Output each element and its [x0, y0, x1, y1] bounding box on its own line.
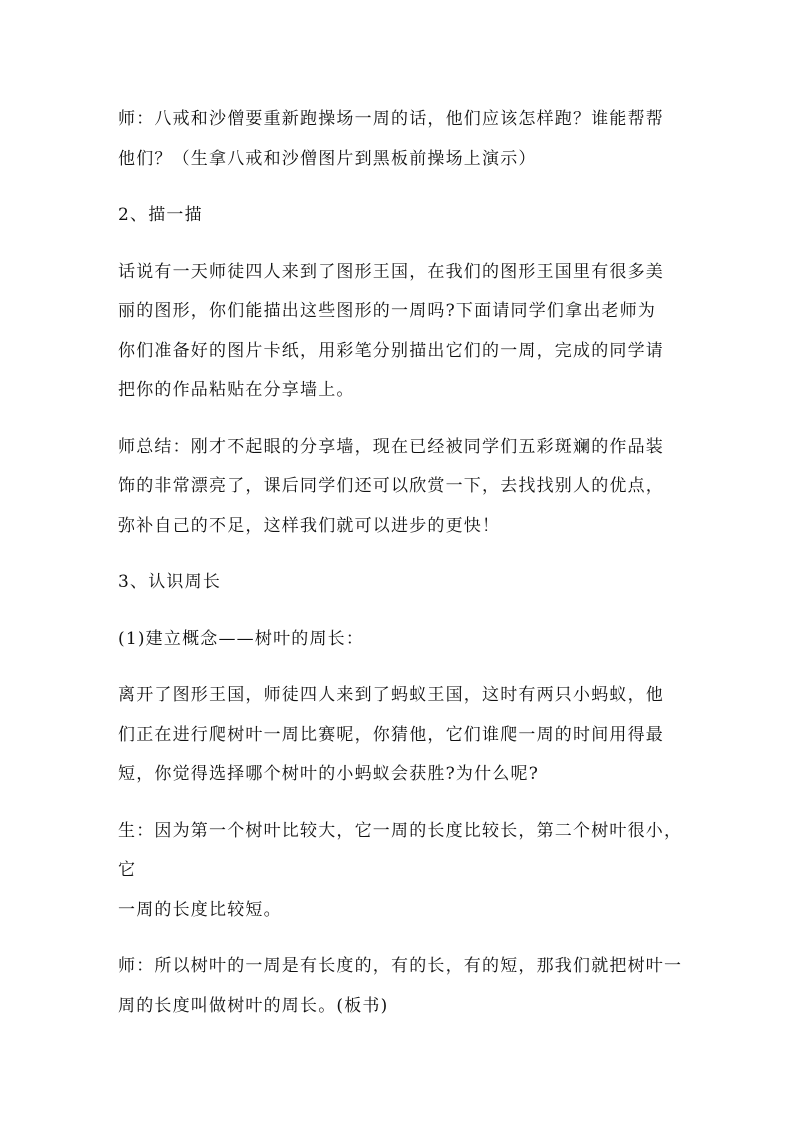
paragraph-student-answer [118, 812, 684, 931]
text-line: 话说有一天师徒四人来到了图形王国，在我们的图形王国里有很多美 [118, 261, 664, 282]
text-line: 离开了图形王国，师徒四人来到了蚂蚁王国，这时有两只小蚂蚁，他 [118, 685, 664, 705]
text-line: 生：因为第一个树叶比较大，它一周的长度比较长，第二个树叶很小，它 [118, 820, 683, 880]
text-line: 丽的图形，你们能描出这些图形的一周吗?下面请同学们拿出老师为 [118, 301, 657, 321]
text-line: 你们准备好的图片卡纸，用彩笔分别描出它们的一周，完成的同学请 [118, 340, 664, 361]
text-line: 们正在进行爬树叶一周比赛呢，你猜他，它们谁爬一周的时间用得最 [118, 724, 664, 745]
subsection-heading: (1)建立概念——树叶的周长： [118, 628, 365, 649]
text-line: 周的长度叫做树叶的周长。(板书) [118, 995, 389, 1016]
text-line: 师：所以树叶的一周是有长度的，有的长，有的短，那我们就把树叶一 [118, 956, 683, 976]
paragraph-teacher-perimeter [118, 947, 684, 1026]
paragraph-ant-kingdom [118, 676, 684, 795]
heading-perimeter [118, 563, 684, 603]
text-line: 他们？（生拿八戒和沙僧图片到黑板前操场上演示） [118, 148, 537, 169]
text-line: 一周的长度比较短。 [118, 899, 282, 920]
section-heading: 2、描一描 [118, 205, 203, 225]
paragraph-teacher-running [118, 100, 684, 179]
heading-trace [118, 196, 684, 236]
text-line: 把你的作品粘贴在分享墙上。 [118, 380, 355, 400]
text-line: 弥补自己的不足，这样我们就可以进步的更快！ [118, 515, 501, 536]
text-line: 师总结：刚才不起眼的分享墙，现在已经被同学们五彩斑斓的作品装 [118, 436, 664, 457]
text-line: 饰的非常漂亮了，课后同学们还可以欣赏一下，去找找别人的优点， [118, 476, 664, 496]
paragraph-shape-kingdom [118, 253, 684, 411]
text-line: 短，你觉得选择哪个树叶的小蚂蚁会获胜?为什么呢? [118, 764, 540, 784]
paragraph-teacher-summary [118, 428, 684, 547]
subheading-concept [118, 620, 684, 660]
section-heading: 3、认识周长 [118, 572, 222, 592]
text-line: 师：八戒和沙僧要重新跑操场一周的话，他们应该怎样跑？谁能帮帮 [118, 109, 664, 129]
